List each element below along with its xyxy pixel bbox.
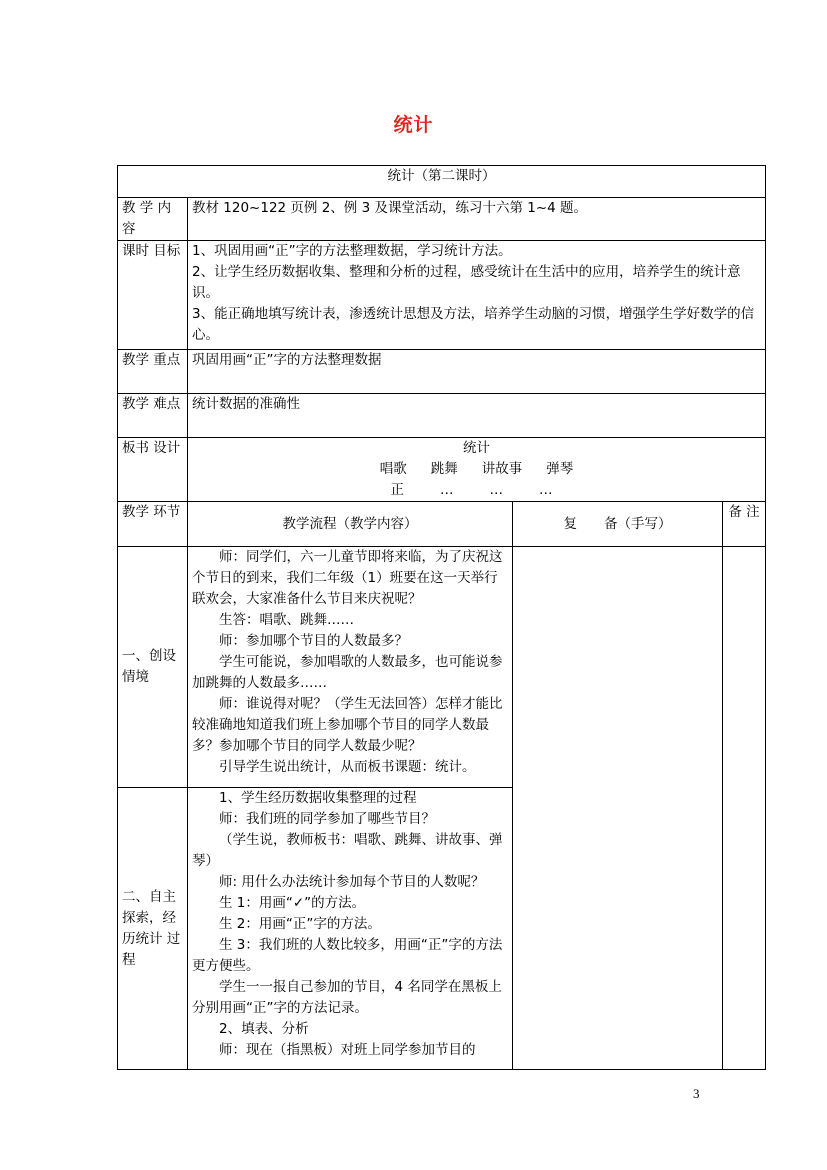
goals-row bbox=[118, 241, 766, 350]
flow-line: 师：参加哪个节目的人数最多？ bbox=[219, 633, 408, 649]
difficulty-row bbox=[118, 394, 766, 438]
stage-label: 一、创设 情境 bbox=[118, 547, 188, 788]
prep-column-header: 复 备（手写） bbox=[513, 502, 723, 547]
table-header: 统计（第二课时） bbox=[118, 166, 766, 198]
content-text: 教材 120~122 页例 2、例 3 及课堂活动，练习十六第 1~4 题。 bbox=[188, 198, 766, 241]
prep-column bbox=[513, 547, 723, 1070]
content-row bbox=[118, 198, 766, 241]
board-item: 弹琴 bbox=[546, 461, 574, 477]
flow-line: 师：我们班的同学参加了哪些节目？ bbox=[219, 811, 435, 827]
flow-line: 引导学生说出统计，从而板书课题：统计。 bbox=[219, 759, 476, 775]
board-dot: … bbox=[440, 482, 454, 498]
board-label: 板书 设计 bbox=[118, 438, 188, 502]
stage-row bbox=[118, 547, 766, 788]
flow-line: 1、学生经历数据收集整理的过程 bbox=[219, 790, 417, 806]
lesson-plan-table bbox=[117, 165, 766, 1070]
board-item: 唱歌 bbox=[379, 461, 407, 477]
goal-item: 3、能正确地填写统计表，渗透统计思想及方法，培养学生动脑的习惯，增强学生学好数学的信心。 bbox=[192, 306, 755, 343]
flow-line: 生 1：用画“✓”的方法。 bbox=[219, 895, 366, 911]
goal-item: 2、让学生经历数据收集、整理和分析的过程，感受统计在生活中的应用，培养学生的统计意识。 bbox=[192, 264, 741, 301]
board-row bbox=[118, 438, 766, 502]
board-dot: … bbox=[539, 482, 553, 498]
goal-item: 1、巩固用画“正”字的方法整理数据，学习统计方法。 bbox=[192, 243, 512, 259]
difficulty-text: 统计数据的准确性 bbox=[188, 394, 766, 438]
key-point-text: 巩固用画“正”字的方法整理数据 bbox=[188, 350, 766, 394]
flow-line: 师：同学们，六一儿童节即将来临，为了庆祝这个节日的到来，我们二年级（1）班要在这一天举行联欢会，大家准备什么节目来庆祝呢？ bbox=[192, 549, 503, 607]
goals-label: 课时 目标 bbox=[118, 241, 188, 350]
stage-column-header: 教学 环节 bbox=[118, 502, 188, 547]
difficulty-label: 教学 难点 bbox=[118, 394, 188, 438]
key-point-label: 教学 重点 bbox=[118, 350, 188, 394]
flow-line: 学生一一报自己参加的节目，4 名同学在黑板上分别用画“正”字的方法记录。 bbox=[192, 979, 502, 1016]
flow-line: 师：现在（指黑板）对班上同学参加节目的 bbox=[219, 1042, 476, 1058]
key-point-row bbox=[118, 350, 766, 394]
note-column-header: 备 注 bbox=[723, 502, 766, 547]
board-mark: 正 bbox=[390, 482, 404, 498]
flow-column-header: 教学流程（教学内容） bbox=[188, 502, 513, 547]
stage-content bbox=[188, 788, 513, 1070]
board-items bbox=[192, 459, 761, 480]
flow-line: 师: 用什么办法统计参加每个节目的人数呢？ bbox=[219, 874, 485, 890]
flow-line: 生答：唱歌、跳舞…… bbox=[219, 612, 354, 628]
table-header-row bbox=[118, 166, 766, 198]
board-dot: … bbox=[489, 482, 503, 498]
board-item: 讲故事 bbox=[481, 461, 523, 477]
flow-line: 生 3：我们班的人数比较多，用画“正”字的方法更方便些。 bbox=[192, 937, 503, 974]
board-item: 跳舞 bbox=[430, 461, 458, 477]
flow-line: 学生可能说，参加唱歌的人数最多，也可能说参加跳舞的人数最多…… bbox=[192, 654, 503, 691]
stage-label: 二、自主 探索，经 历统计 过程 bbox=[118, 788, 188, 1070]
board-mark-line bbox=[188, 480, 762, 501]
goals-text bbox=[188, 241, 766, 350]
flow-line: 2、填表、分析 bbox=[219, 1021, 309, 1037]
stage-content bbox=[188, 547, 513, 788]
board-title: 统计 bbox=[463, 440, 490, 456]
board-design bbox=[188, 438, 766, 502]
content-label: 教 学 内 容 bbox=[118, 198, 188, 241]
flow-line: 师：谁说得对呢？（学生无法回答）怎样才能比较准确地知道我们班上参加哪个节目的同学人数最多？参加哪个节目的同学人数最少呢？ bbox=[192, 696, 503, 754]
column-header-row bbox=[118, 502, 766, 547]
document-title: 统计 bbox=[393, 114, 434, 136]
flow-line: （学生说，教师板书：唱歌、跳舞、讲故事、弹琴） bbox=[192, 832, 503, 869]
note-column bbox=[723, 547, 766, 1070]
flow-line: 生 2：用画“正”字的方法。 bbox=[219, 916, 381, 932]
page-number: 3 bbox=[693, 1086, 700, 1101]
